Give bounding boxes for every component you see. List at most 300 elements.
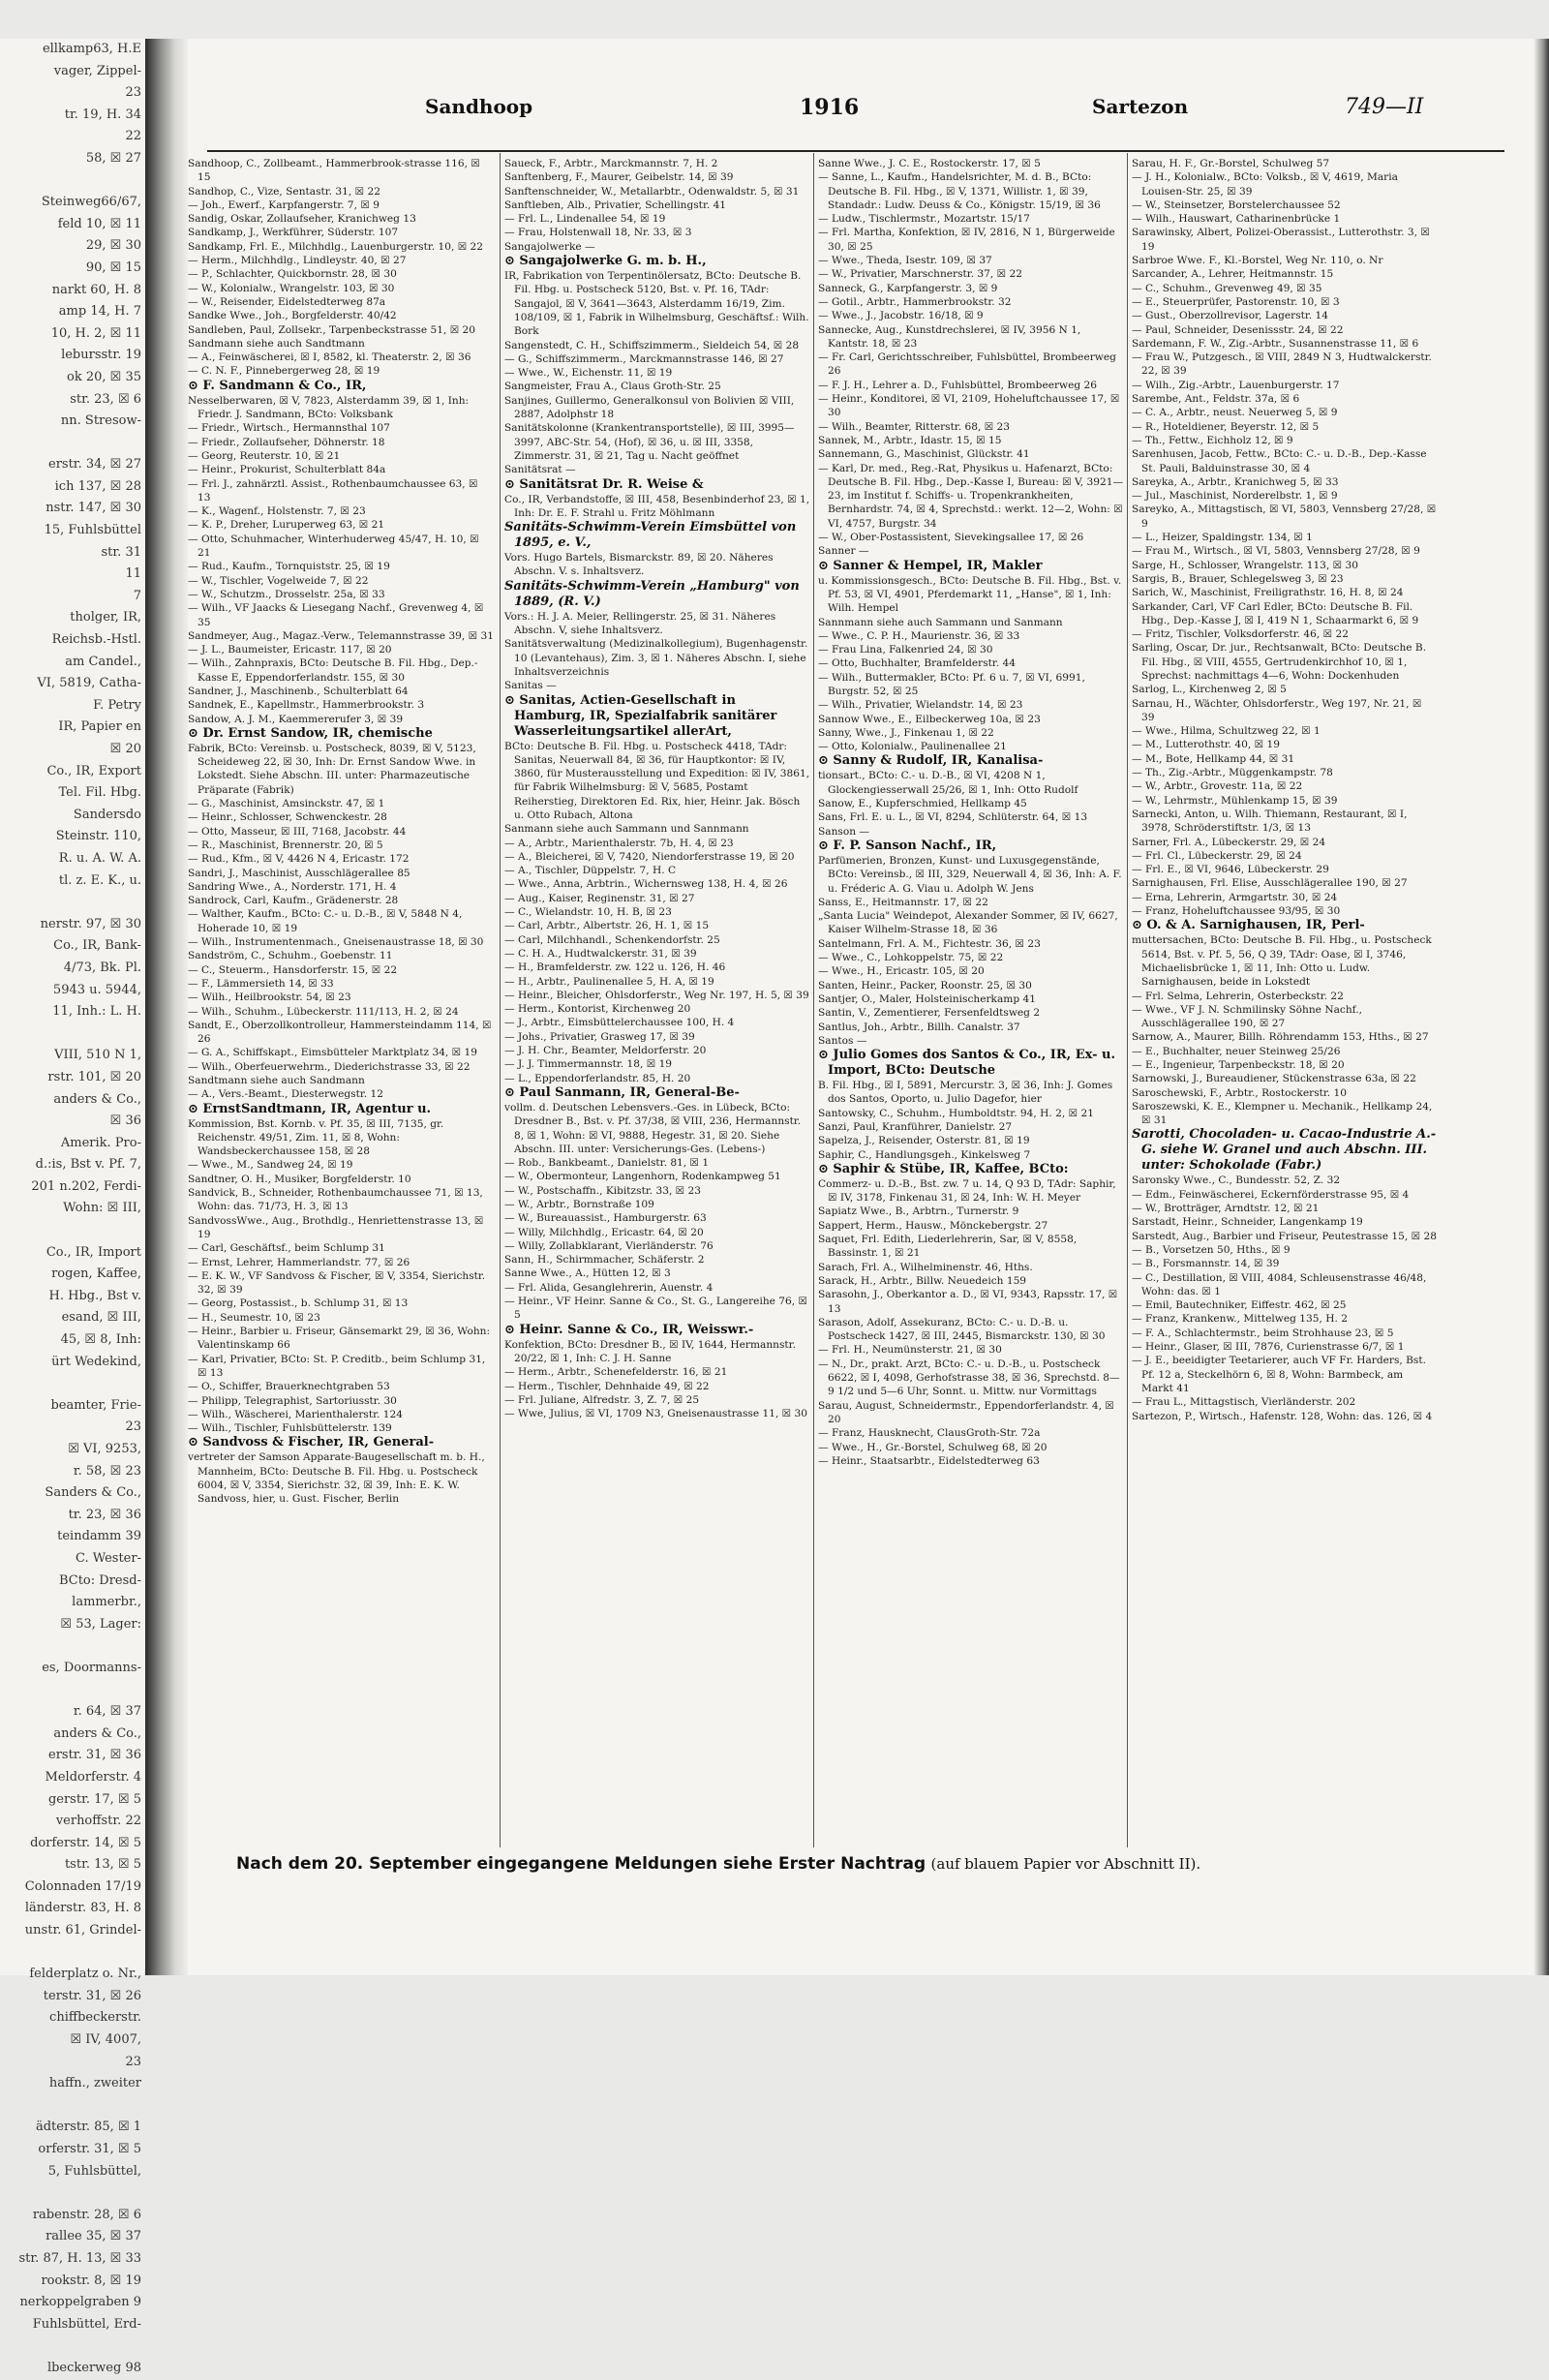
directory-entry: BCto: Deutsche B. Fil. Hbg. u. Postscheck 4418, TAdr: Sanitas, Neuerwall 84, ☒ 36, für Hauptkontor: ☒ IV, 3860, für Musterausstellung und Expedition: ☒ IV, 3861, für Fabrik Wilhelmsburg: ☒ V, 5685, Postamt Reiherstieg, Direktoren Ed. Rix, hier, Heinr. Jak. Bösch u. Otto Rubach, Altona: [504, 740, 810, 821]
column-2: [504, 157, 810, 1846]
directory-entry: — Franz, Krankenw., Mittelweg 135, H. 2: [1132, 1313, 1348, 1326]
facing-page-line: beamter, Frie-: [50, 1397, 141, 1413]
directory-entry: Sarau, August, Schneidermstr., Eppendorferlandstr. 4, ☒ 20: [818, 1399, 1114, 1425]
facing-page-line: [0, 1942, 145, 1965]
directory-entry: — Frl. E., ☒ VI, 9646, Lübeckerstr. 29: [1132, 864, 1329, 876]
firm-listing: ⊙ Sanny & Rudolf, IR, Kanalisa-: [818, 753, 1044, 769]
directory-entry: — Wwe., VF J. N. Schmilinsky Söhne Nachf., Ausschlägerallee 190, ☒ 27: [1132, 1003, 1362, 1030]
directory-entry: Sarawinsky, Albert, Polizei-Oberassist., Lutterothstr. 3, ☒ 19: [1132, 227, 1430, 253]
directory-entry: — N., Dr., prakt. Arzt, BCto: C.- u. D.-B., u. Postscheck 6622, ☒ I, 4098, Gerhofstrasse 38, ☒ 36, Sprechstd. 8—9 1/2 und 5—6 Uhr, Sonnt. u. Mittw. nur Vormittags: [818, 1358, 1120, 1398]
directory-entry: Sanitätsrat —: [504, 464, 576, 476]
directory-entry: Sannmann siehe auch Sammann und Sanmann: [818, 616, 1063, 628]
directory-entry: — Frl. Juliane, Alfredstr. 3, Z. 7, ☒ 25: [504, 1393, 700, 1406]
directory-entry: — E., Steuerprüfer, Pastorenstr. 10, ☒ 3: [1132, 295, 1340, 308]
directory-entry: — Emil, Bautechniker, Eiffestr. 462, ☒ 25: [1132, 1299, 1347, 1312]
notice-note: (auf blauem Papier vor Abschnitt II).: [930, 1855, 1201, 1873]
facing-page-line: teindamm 39: [57, 1529, 141, 1544]
directory-entry: Sarnecki, Anton, u. Wilh. Thiemann, Restaurant, ☒ I, 3978, Schröderstiftstr. 1/3, ☒ 13: [1132, 808, 1408, 835]
directory-entry: — C., Steuerm., Hansdorferstr. 15, ☒ 22: [188, 963, 398, 976]
directory-entry: — Wilh., Buttermakler, BCto: Pf. 6 u. 7, ☒ VI, 6991, Burgstr. 52, ☒ 25: [818, 671, 1085, 697]
facing-page-line: erstr. 31, ☒ 36: [48, 1748, 141, 1763]
directory-entry: — E. K. W., VF Sandvoss & Fischer, ☒ V, 3354, Sierichstr. 32, ☒ 39: [188, 1269, 486, 1297]
directory-entry: Santelmann, Frl. A. M., Fichtestr. 36, ☒ 23: [818, 937, 1041, 950]
facing-page-line: R. u. A. W. A.: [58, 850, 141, 866]
facing-page-line: ☒ 53, Lager:: [60, 1616, 141, 1632]
directory-entry: Saphir, C., Handlungsgeh., Kinkelsweg 7: [818, 1148, 1031, 1161]
facing-page-line: 29, ☒ 30: [85, 238, 141, 254]
directory-entry: — F., Lämmersieth 14, ☒ 33: [188, 977, 334, 990]
directory-entry: — Wwe., C. P. H., Maurienstr. 36, ☒ 33: [818, 629, 1020, 642]
facing-page-line: Meldorferstr. 4: [45, 1769, 141, 1785]
facing-page-line: IR, Papier en: [58, 719, 141, 735]
facing-page-line: ich 137, ☒ 28: [54, 478, 141, 494]
facing-page-line: [0, 433, 145, 455]
directory-entry: Saroschewski, F., Arbtr., Rostockerstr. 10: [1132, 1086, 1348, 1099]
directory-entry: — J. E., beeidigter Teetarierer, auch VF Fr. Harders, Bst. Pf. 12 a, Steckelhörn 6, ☒ 8, Wohn: Barmbeck, am Markt 41: [1132, 1355, 1426, 1394]
directory-entry: — Friedr., Zollaufseher, Döhnerstr. 18: [188, 436, 385, 448]
directory-entry: Sanneck, G., Karpfangerstr. 3, ☒ 9: [818, 282, 998, 294]
directory-entry: — Friedr., Wirtsch., Hermannsthal 107: [188, 422, 390, 435]
facing-page-line: felderplatz o. Nr.,: [29, 1967, 141, 1982]
facing-page-line: haffn., zweiter: [48, 2076, 141, 2091]
directory-entry: Sanjines, Guillermo, Generalkonsul von Bolivien ☒ VIII, 2887, Adolphstr 18: [504, 394, 795, 421]
directory-entry: — Heinr., VF Heinr. Sanne & Co., St. G., Langereihe 76, ☒ 5: [504, 1296, 808, 1322]
directory-entry: Sanny, Wwe., J., Finkenau 1, ☒ 22: [818, 726, 994, 739]
directory-entry: — Frl. Martha, Konfektion, ☒ IV, 2816, N 1, Bürgerweide 30, ☒ 25: [818, 227, 1115, 253]
directory-entry: muttersachen, BCto: Deutsche B. Fil. Hbg., u. Postscheck 5614, Bst. v. Pf. 5, 56, Q 39, TAdr: Oase, ☒ I, 3746, Michaelisbrücke 1, ☒ 11, Inh: Otto u. Ludw. Sarnighausen, beide in Lokstedt: [1132, 934, 1432, 989]
directory-entry: — Philipp, Telegraphist, Sartoriusstr. 30: [188, 1394, 397, 1407]
directory-entry: — H., Bramfelderstr. zw. 122 u. 126, H. 46: [504, 961, 726, 974]
directory-entry: — J. J. Timmermannstr. 18, ☒ 19: [504, 1058, 673, 1071]
directory-entry: Sandmeyer, Aug., Magaz.-Verw., Telemannstrasse 39, ☒ 31: [188, 629, 494, 642]
directory-entry: Sandke Wwe., Joh., Borgfelderstr. 40/42: [188, 310, 397, 322]
directory-entry: — L., Heizer, Spaldingstr. 134, ☒ 1: [1132, 532, 1313, 544]
facing-page-line: nerstr. 97, ☒ 30: [40, 916, 141, 931]
directory-entry: — C. A., Arbtr., neust. Neuerweg 5, ☒ 9: [1132, 407, 1338, 419]
directory-entry: — Wilh., Zig.-Arbtr., Lauenburgerstr. 17: [1132, 379, 1340, 391]
facing-page-line: Co., IR, Bank-: [53, 938, 141, 954]
directory-entry: — Herm., Arbtr., Schenefelderstr. 16, ☒ 21: [504, 1366, 728, 1379]
facing-page-line: r. 58, ☒ 23: [73, 1463, 141, 1479]
firm-listing: Sarotti, Chocoladen- u. Cacao-Industrie A.-G. siehe W. Granel und auch Abschn. III. unter: Schokolade (Fabr.): [1132, 1127, 1437, 1174]
facing-page-line: 7: [133, 588, 141, 603]
directory-entry: Commerz- u. D.-B., Bst. zw. 7 u. 14, Q 93 D, TAdr: Saphir, ☒ IV, 3178, Finkenau 31, ☒ 24, Inh: W. H. Meyer: [818, 1177, 1116, 1205]
directory-entry: — E., Buchhalter, neuer Steinweg 25/26: [1132, 1045, 1341, 1057]
directory-entry: — Georg, Reuterstr. 10, ☒ 21: [188, 449, 341, 462]
header-first-entry: Sandhoop: [425, 95, 533, 118]
directory-entry: — Frau W., Putzgesch., ☒ VIII, 2849 N 3, Hudtwalckerstr. 22, ☒ 39: [1132, 351, 1432, 378]
directory-entry: vollm. d. Deutschen Lebensvers.-Ges. in Lübeck, BCto: Dresdner B., Bst. v. Pf. 37/38, ☒ VIII, 236, Hermannstr. 8, ☒ 1, Wohn: ☒ VI, 9888, Hegestr. 31, ☒ 20. Siehe Abschn. III. unter: Versicherungs-Ges. (Lebens-): [504, 1101, 802, 1155]
facing-page-line: nn. Stresow-: [60, 413, 141, 429]
directory-entry: Sandkamp, J., Werkführer, Süderstr. 107: [188, 227, 399, 239]
facing-page-line: [0, 2182, 145, 2205]
directory-entry: Sarling, Oscar, Dr. jur., Rechtsanwalt, BCto: Deutsche B. Fil. Hbg., ☒ VIII, 4555, Gertrudenkirchhof 10, ☒ 1, Sprechst: nachmittags 4—6, Wohn: Dockenhuden: [1132, 642, 1427, 682]
directory-entry: Sannecke, Aug., Kunstdrechslerei, ☒ IV, 3956 N 1, Kantstr. 18, ☒ 23: [818, 323, 1081, 350]
directory-entry: Sarenhusen, Jacob, Fettw., BCto: C.- u. D.-B., Dep.-Kasse St. Pauli, Balduinstrasse 30, ☒ 4: [1132, 448, 1427, 474]
facing-page-line: VI, 5819, Catha-: [37, 676, 141, 691]
facing-page-line: verhoffstr. 22: [55, 1814, 141, 1829]
directory-entry: — Frl. Selma, Lehrerin, Osterbeckstr. 22: [1132, 990, 1344, 1002]
facing-page-line: VIII, 510 N 1,: [54, 1048, 141, 1063]
directory-entry: Sanftleben, Alb., Privatier, Schellingstr. 41: [504, 198, 727, 211]
directory-entry: — Th., Fettw., Eichholz 12, ☒ 9: [1132, 434, 1293, 446]
directory-entry: — Wilh., Oberfeuerwehrm., Diederichstrasse 33, ☒ 22: [188, 1060, 471, 1073]
directory-entry: — Erna, Lehrerin, Armgartstr. 30, ☒ 24: [1132, 891, 1338, 903]
facing-page-line: rabenstr. 28, ☒ 6: [32, 2207, 141, 2222]
directory-entry: Sanne Wwe., A., Hütten 12, ☒ 3: [504, 1267, 671, 1280]
directory-entry: — B., Vorsetzen 50, Hths., ☒ 9: [1132, 1243, 1291, 1256]
directory-entry: — Otto, Kolonialw., Paulinenallee 21: [818, 741, 1007, 753]
column-3: [818, 157, 1124, 1846]
directory-entry: — Herm., Kontorist, Kirchenweg 20: [504, 1003, 691, 1016]
facing-page-line: 15, Fuhlsbüttel: [44, 523, 141, 538]
facing-page-line: F. Petry: [93, 697, 141, 713]
directory-entry: Sapiatz Wwe., B., Arbtrn., Turnerstr. 9: [818, 1205, 1019, 1218]
directory-entry: Sandmann siehe auch Sandtmann: [188, 337, 365, 350]
column-divider: [1127, 153, 1128, 1847]
directory-entry: — Wilh., Hauswart, Catharinenbrücke 1: [1132, 213, 1341, 226]
directory-entry: — Wilh., Privatier, Wielandstr. 14, ☒ 23: [818, 699, 1023, 712]
running-header: [207, 95, 1504, 134]
firm-listing: Sanitäts-Schwimm-Verein Eimsbüttel von 1895, e. V.,: [504, 520, 797, 551]
directory-entry: — Willy, Milchhdlg., Ericastr. 64, ☒ 20: [504, 1226, 704, 1238]
directory-entry: — Frau, Holstenwall 18, Nr. 33, ☒ 3: [504, 227, 692, 239]
facing-page-line: Wohn: ☒ III,: [63, 1201, 141, 1216]
column-divider: [500, 153, 501, 1847]
directory-entry: Sarnighausen, Frl. Elise, Ausschlägerallee 190, ☒ 27: [1132, 877, 1408, 890]
facing-page-fragment: [0, 39, 151, 2375]
directory-entry: — Fr. Carl, Gerichtsschreiber, Fuhlsbüttel, Brombeerweg 26: [818, 351, 1116, 378]
facing-page-line: tl. z. E. K., u.: [58, 872, 141, 888]
facing-page-line: rogen, Kaffee,: [51, 1266, 141, 1282]
directory-entry: — K., Wagenf., Holstenstr. 7, ☒ 23: [188, 505, 366, 518]
directory-entry: Sangmeister, Frau A., Claus Groth-Str. 25: [504, 381, 721, 393]
directory-entry: Sannemann, G., Maschinist, Glückstr. 41: [818, 448, 1030, 461]
facing-page-line: esand, ☒ III,: [61, 1310, 141, 1326]
directory-entry: Sanitätskolonne (Krankentransportstelle), ☒ III, 3995—3997, ABC-Str. 54, (Hof), ☒ 36, u. ☒ III, 3358, Zimmerstr. 31, ☒ 21, Tag u. Nacht geöffnet: [504, 422, 795, 462]
directory-entry: — L., Eppendorferlandstr. 85, H. 20: [504, 1072, 691, 1084]
supplement-notice: [236, 1854, 1495, 1874]
facing-page-line: 4/73, Bk. Pl.: [63, 960, 141, 975]
directory-entry: — Herm., Tischler, Dehnhaide 49, ☒ 22: [504, 1380, 710, 1392]
directory-entry: — Frl. Alida, Gesanglehrerin, Auenstr. 4: [504, 1281, 714, 1294]
column-divider: [813, 153, 814, 1847]
facing-page-line: rookstr. 8, ☒ 19: [41, 2273, 141, 2288]
directory-entry: — C. N. F., Pinnebergerweg 28, ☒ 19: [188, 365, 380, 378]
directory-entry: Sanftenschneider, W., Metallarbtr., Odenwaldstr. 5, ☒ 31: [504, 185, 800, 198]
directory-entry: — B., Forsmannstr. 14, ☒ 39: [1132, 1258, 1280, 1270]
directory-entry: Sangenstedt, C. H., Schiffszimmerm., Sieldeich 54, ☒ 28: [504, 339, 800, 351]
directory-entry: — J. H. Chr., Beamter, Meldorferstr. 20: [504, 1045, 707, 1057]
directory-entry: Sandkamp, Frl. E., Milchhdlg., Lauenburgerstr. 10, ☒ 22: [188, 240, 484, 253]
directory-entry: — Otto, Masseur, ☒ III, 7168, Jacobstr. 44: [188, 825, 407, 838]
facing-page-line: [0, 170, 145, 193]
directory-entry: Sarembe, Ant., Feldstr. 37a, ☒ 6: [1132, 393, 1300, 406]
directory-entry: — Wwe, Julius, ☒ VI, 1709 N3, Gneisenaustrasse 11, ☒ 30: [504, 1408, 808, 1420]
directory-entry: — A., Feinwäscherei, ☒ I, 8582, kl. Theaterstr. 2, ☒ 36: [188, 351, 471, 364]
facing-page-line: ädterstr. 85, ☒ 1: [35, 2120, 141, 2135]
facing-page-line: lbeckerweg 98: [46, 2360, 141, 2375]
facing-page-line: 23: [125, 2054, 141, 2069]
directory-entry: — Paul, Schneider, Desenissstr. 24, ☒ 22: [1132, 323, 1344, 336]
facing-page-line: 5, Fuhlsbüttel,: [47, 2163, 141, 2179]
directory-entry: — W., Lehrmstr., Mühlenkamp 15, ☒ 39: [1132, 794, 1338, 807]
firm-listing: ⊙ F. Sandmann & Co., IR,: [188, 378, 367, 393]
directory-entry: — W., Reisender, Eidelstedterweg 87a: [188, 295, 386, 308]
directory-entry: Santowsky, C., Schuhm., Humboldtstr. 94, H. 2, ☒ 21: [818, 1107, 1094, 1119]
directory-entry: — Franz, Hoheluftchaussee 93/95, ☒ 30: [1132, 905, 1341, 918]
facing-page-line: ok 20, ☒ 35: [67, 369, 141, 384]
directory-entry: Sarau, H. F., Gr.-Borstel, Schulweg 57: [1132, 158, 1330, 169]
directory-entry: Sarason, Adolf, Assekuranz, BCto: C.- u. D.-B. u. Postscheck 1427, ☒ III, 2445, Bismarckstr. 130, ☒ 30: [818, 1316, 1106, 1343]
directory-entry: Sandner, J., Maschinenb., Schulterblatt 64: [188, 685, 409, 697]
directory-entry: — G. A., Schiffskapt., Eimsbütteler Marktplatz 34, ☒ 19: [188, 1047, 478, 1059]
firm-listing: ⊙ Sanitas, Actien-Gesellschaft in Hamburg, IR, Spezialfabrik sanitärer Wasserleitungsartikel allerArt,: [504, 692, 777, 739]
facing-page-line: anders & Co.,: [53, 1091, 141, 1107]
directory-entry: — Franz, Hausknecht, ClausGroth-Str. 72a: [818, 1427, 1041, 1440]
firm-listing: ⊙ Saphir & Stübe, IR, Kaffee, BCto:: [818, 1161, 1069, 1176]
directory-entry: — Heinr., Schlosser, Schwenckestr. 28: [188, 811, 387, 824]
directory-entry: — Rud., Kfm., ☒ V, 4426 N 4, Ericastr. 172: [188, 853, 410, 866]
directory-entry: — Gust., Oberzollrevisor, Lagerstr. 14: [1132, 310, 1329, 322]
directory-entry: Sarstedt, Aug., Barbier und Friseur, Peutestrasse 15, ☒ 28: [1132, 1230, 1437, 1242]
directory-entry: vertreter der Samson Apparate-Baugesellschaft m. b. H., Mannheim, BCto: Deutsche B. Fil. Hbg. u. Postscheck 6004, ☒ V, 3354, Sierichstr. 32, ☒ 39, Inh: E. K. W. Sandvoss, hier, u. Gust. Fischer, Berlin: [188, 1451, 485, 1506]
facing-page-line: BCto: Dresd-: [58, 1572, 141, 1588]
directory-entry: — Ernst, Lehrer, Hammerlandstr. 77, ☒ 26: [188, 1256, 410, 1268]
directory-entry: — J., Arbtr., Eimsbüttelerchaussee 100, H. 4: [504, 1017, 735, 1029]
facing-page-line: tstr. 13, ☒ 5: [64, 1857, 141, 1873]
directory-entry: — Ludw., Tischlermstr., Mozartstr. 15/17: [818, 213, 1030, 226]
directory-entry: Sarkander, Carl, VF Carl Edler, BCto: Deutsche B. Fil. Hbg., Dep.-Kasse J, ☒ I, 419 N 1, Schaarmarkt 6, ☒ 9: [1132, 600, 1419, 626]
facing-page-line: chiffbeckerstr.: [49, 2010, 141, 2026]
directory-entry: — Frau L., Mittagstisch, Vierländerstr. 202: [1132, 1396, 1356, 1409]
firm-listing: Sanitäts-Schwimm-Verein „Hamburg" von 1889, (R. V.): [504, 578, 800, 609]
directory-entry: — Wwe., W., Eichenstr. 11, ☒ 19: [504, 367, 673, 380]
directory-entry: — A., Tischler, Düppelstr. 7, H. C: [504, 865, 677, 877]
directory-entry: Sarnow, A., Maurer, Billh. Röhrendamm 153, Hths., ☒ 27: [1132, 1031, 1429, 1044]
book-gutter: [145, 39, 188, 1975]
facing-page-line: nstr. 147, ☒ 30: [46, 501, 141, 516]
directory-entry: — Fritz, Tischler, Volksdorferstr. 46, ☒ 22: [1132, 628, 1349, 641]
directory-entry: — W., Postschaffn., Kibitzstr. 33, ☒ 23: [504, 1184, 702, 1197]
directory-entry: — W., Arbtr., Grovestr. 11a, ☒ 22: [1132, 780, 1303, 793]
directory-entry: Vors. Hugo Bartels, Bismarckstr. 89, ☒ 20. Näheres Abschn. V. s. Inhaltsverz.: [504, 552, 774, 578]
directory-entry: Saueck, F., Arbtr., Marckmannstr. 7, H. 2: [504, 158, 718, 169]
directory-entry: — J. L., Baumeister, Ericastr. 117, ☒ 20: [188, 644, 392, 656]
directory-entry: — C., Wielandstr. 10, H. B, ☒ 23: [504, 906, 672, 919]
directory-entry: — J. H., Kolonialw., BCto: Volksb., ☒ V, 4619, Maria Louisen-Str. 25, ☒ 39: [1132, 171, 1398, 198]
directory-entry: — Wwe., H., Ericastr. 105, ☒ 20: [818, 965, 985, 978]
directory-entry: — Heinr., Bleicher, Ohlsdorferstr., Weg Nr. 197, H. 5, ☒ 39: [504, 989, 809, 1001]
directory-entry: B. Fil. Hbg., ☒ I, 5891, Mercurstr. 3, ☒ 36, Inh: J. Gomes dos Santos, Oporto, u. Julio Dagefor, hier: [818, 1080, 1113, 1106]
directory-entry: — Wilh., Heilbrookstr. 54, ☒ 23: [188, 992, 351, 1004]
directory-entry: — W., Arbtr., Bornstraße 109: [504, 1199, 654, 1210]
directory-entry: — Wilh., Zahnpraxis, BCto: Deutsche B. Fil. Hbg., Dep.-Kasse E, Eppendorferlandstr. 155, ☒ 30: [188, 657, 478, 684]
facing-page-line: feld 10, ☒ 11: [57, 216, 141, 231]
facing-page-line: 45, ☒ 8, Inh:: [60, 1332, 141, 1348]
facing-page-line: Colonnaden 17/19: [24, 1878, 141, 1894]
directory-entry: Santlus, Joh., Arbtr., Billh. Canalstr. 37: [818, 1021, 1020, 1033]
directory-entry: Sanne Wwe., J. C. E., Rostockerstr. 17, ☒ 5: [818, 158, 1041, 169]
directory-entry: IR, Fabrikation von Terpentinölersatz, BCto: Deutsche B. Fil. Hbg. u. Postscheck 5120, Bst. v. Pf. 16, TAdr: Sangajol, ☒ V, 3641—3643, Alsterdamm 16/19, Zim. 108/109, ☒ 1, Fabrik in Wilhelmsburg, Geschäftsf.: Wilh. Bork: [504, 270, 809, 338]
directory-entry: Sartezon, P., Wirtsch., Hafenstr. 128, Wohn: das. 126, ☒ 4: [1132, 1410, 1433, 1422]
directory-entry: — W., Bureauassist., Hamburgerstr. 63: [504, 1212, 707, 1225]
directory-entry: — Wwe., C., Lohkoppelstr. 75, ☒ 22: [818, 952, 1004, 964]
directory-entry: Santen, Heinr., Packer, Roonstr. 25, ☒ 30: [818, 979, 1032, 992]
facing-page-line: narkt 60, H. 8: [51, 282, 141, 297]
facing-page-line: terstr. 31, ☒ 26: [43, 1988, 141, 2003]
facing-page-line: rallee 35, ☒ 37: [46, 2229, 141, 2244]
facing-page-line: tr. 23, ☒ 36: [68, 1507, 141, 1522]
directory-entry: — Jul., Maschinist, Norderelbstr. 1, ☒ 9: [1132, 490, 1338, 503]
directory-entry: Sanss, E., Heitmannstr. 17, ☒ 22: [818, 896, 988, 908]
directory-entry: — A., Vers.-Beamt., Diesterwegstr. 12: [188, 1088, 383, 1101]
column-1: [188, 157, 494, 1846]
facing-page-line: Steinweg66/67,: [41, 195, 141, 210]
directory-entry: — Wilh., Beamter, Ritterstr. 68, ☒ 23: [818, 420, 1011, 433]
directory-entry: Sargis, B., Brauer, Schlegelsweg 3, ☒ 23: [1132, 572, 1344, 585]
facing-page-line: lebursstr. 19: [61, 348, 141, 363]
firm-listing: ⊙ Sandvoss & Fischer, IR, General-: [188, 1435, 435, 1450]
directory-entry: — Walther, Kaufm., BCto: C.- u. D.-B., ☒ V, 5848 N 4, Hoherade 10, ☒ 19: [188, 908, 463, 934]
directory-entry: — Heinr., Barbier u. Friseur, Gänsemarkt 29, ☒ 36, Wohn: Valentinskamp 66: [188, 1326, 491, 1352]
facing-page-line: [0, 1220, 145, 1242]
directory-entry: — Heinr., Glaser, ☒ III, 7876, Curienstrasse 6/7, ☒ 1: [1132, 1341, 1405, 1354]
facing-page-line: ☒ 20: [109, 742, 141, 756]
directory-entry: Vors.: H. J. A. Meier, Rellingerstr. 25, ☒ 31. Näheres Abschn. V, siehe Inhaltsverz.: [504, 610, 776, 637]
facing-page-line: gerstr. 17, ☒ 5: [47, 1791, 141, 1807]
firm-listing: ⊙ O. & A. Sarnighausen, IR, Perl-: [1132, 918, 1365, 933]
directory-entry: Sanow, E., Kupferschmied, Hellkamp 45: [818, 798, 1027, 810]
directory-entry: Sandt, E., Oberzollkontrolleur, Hammersteindamm 114, ☒ 26: [188, 1019, 492, 1046]
directory-entry: — G., Maschinist, Amsinckstr. 47, ☒ 1: [188, 798, 385, 810]
directory-entry: — Otto, Schuhmacher, Winterhuderweg 45/47, H. 10, ☒ 21: [188, 533, 479, 560]
facing-page-line: Sanders & Co.,: [45, 1485, 141, 1501]
directory-entry: Sareyka, A., Arbtr., Kranichweg 5, ☒ 33: [1132, 475, 1339, 488]
facing-page-line: [0, 2095, 145, 2118]
facing-page-line: Sandersdo: [73, 807, 141, 822]
facing-page-line: [0, 1635, 145, 1658]
facing-page-line: H. Hbg., Bst v.: [48, 1288, 141, 1303]
directory-entry: — Edm., Feinwäscherei, Eckernförderstrasse 95, ☒ 4: [1132, 1188, 1410, 1201]
directory-entry: — K. P., Dreher, Luruperweg 63, ☒ 21: [188, 519, 385, 532]
directory-entry: tionsart., BCto: C.- u. D.-B., ☒ VI, 4208 N 1, Glockengiesserwall 25/26, ☒ 1, Inh: Otto Rudolf: [818, 770, 1078, 796]
directory-entry: — Carl, Arbtr., Albertstr. 26, H. 1, ☒ 15: [504, 920, 710, 932]
facing-page-line: länderstr. 83, H. 8: [24, 1901, 141, 1916]
facing-page-line: ellkamp63, H.E: [42, 42, 141, 56]
notice-text: Nach dem 20. September eingegangene Meldungen siehe Erster Nachtrag: [236, 1854, 926, 1874]
directory-entry: Sandhoop, C., Zollbeamt., Hammerbrook-strasse 116, ☒ 15: [188, 158, 480, 184]
header-year: 1916: [800, 95, 860, 120]
facing-page-line: r. 64, ☒ 37: [73, 1704, 141, 1720]
directory-entry: Sanmann siehe auch Sammann und Sannmann: [504, 823, 749, 836]
directory-entry: — Wwe., Hilma, Schultzweg 22, ☒ 1: [1132, 725, 1321, 738]
directory-entry: — W., Tischler, Vogelweide 7, ☒ 22: [188, 574, 369, 587]
header-last-entry: Sartezon: [1092, 95, 1189, 118]
directory-entry: — Wwe., M., Sandweg 24, ☒ 19: [188, 1159, 353, 1172]
directory-entry: Co., IR, Verbandstoffe, ☒ III, 458, Besenbinderhof 23, ☒ 1, Inh: Dr. E. F. Strahl u. Fritz Möhlmann: [504, 493, 810, 519]
directory-entry: Sann, H., Schirmmacher, Schäferstr. 2: [504, 1254, 705, 1266]
directory-entry: Santjer, O., Maler, Holsteinischerkamp 41: [818, 992, 1036, 1005]
directory-entry: — Karl, Privatier, BCto: St. P. Creditb., beim Schlump 31, ☒ 13: [188, 1353, 486, 1379]
directory-entry: — W., Kolonialw., Wrangelstr. 103, ☒ 30: [188, 282, 395, 294]
directory-entry: Sarstadt, Heinr., Schneider, Langenkamp 19: [1132, 1216, 1363, 1229]
directory-entry: — Wilh., Schuhm., Lübeckerstr. 111/113, H. 2, ☒ 24: [188, 1005, 459, 1018]
facing-page-line: dorferstr. 14, ☒ 5: [30, 1835, 141, 1850]
directory-entry: Saroszewski, K. E., Klempner u. Mechanik., Hellkamp 24, ☒ 31: [1132, 1100, 1433, 1127]
directory-entry: — Frl. Cl., Lübeckerstr. 29, ☒ 24: [1132, 849, 1302, 862]
facing-page-line: ürt Wedekind,: [51, 1354, 141, 1369]
directory-entry: Sappert, Herm., Hausw., Mönckebergstr. 27: [818, 1219, 1048, 1232]
directory-entry: — Th., Zig.-Arbtr., Müggenkampstr. 78: [1132, 767, 1333, 779]
directory-entry: — Heinr., Prokurist, Schulterblatt 84a: [188, 464, 386, 476]
directory-entry: Santin, V., Zementierer, Fersenfeldtsweg 2: [818, 1007, 1041, 1020]
facing-page-line: Co., IR, Import: [46, 1244, 141, 1260]
directory-entry: — Aug., Kaiser, Reginenstr. 31, ☒ 27: [504, 892, 695, 904]
directory-entry: — Sanne, L., Kaufm., Handelsrichter, M. d. B., BCto: Deutsche B. Fil. Hbg., ☒ V, 1371, Willistr. 1, ☒ 39, Standadr.: Ludw. Deuss & Co., Königstr. 15/19, ☒ 36: [818, 171, 1101, 211]
directory-entry: Konfektion, BCto: Dresdner B., ☒ IV, 1644, Hermannstr. 20/22, ☒ 1, Inh: C. J. H. Sanne: [504, 1338, 796, 1364]
directory-entry: — W., Obermonteur, Langenhorn, Rodenkampweg 51: [504, 1171, 781, 1183]
directory-entry: Sarach, Frl. A., Wilhelminenstr. 46, Hths.: [818, 1261, 1033, 1273]
directory-entry: Sandrock, Carl, Kaufm., Grädenerstr. 28: [188, 895, 399, 907]
directory-entry: Santos —: [818, 1034, 867, 1047]
directory-entry: Sanner —: [818, 545, 869, 558]
directory-entry: Sannek, M., Arbtr., Idastr. 15, ☒ 15: [818, 434, 1002, 446]
directory-entry: — Heinr., Staatsarbtr., Eidelstedterweg 63: [818, 1454, 1040, 1467]
directory-entry: Sarbroe Wwe. F., Kl.-Borstel, Weg Nr. 110, o. Nr: [1132, 255, 1383, 267]
directory-entry: — Wwe., Theda, Isestr. 109, ☒ 37: [818, 255, 992, 267]
directory-entry: — Wwe., J., Jacobstr. 16/18, ☒ 9: [818, 310, 984, 322]
directory-entry: — G., Schiffszimmerm., Marckmannstrasse 146, ☒ 27: [504, 352, 784, 365]
directory-entry: „Santa Lucia" Weindepot, Alexander Sommer, ☒ IV, 6627, Kaiser Wilhelm-Strasse 18, ☒ 36: [818, 910, 1118, 936]
facing-page-line: Amerik. Pro-: [60, 1135, 141, 1150]
directory-entry: — Carl, Milchhandl., Schenkendorfstr. 25: [504, 933, 720, 946]
directory-entry: — R., Hoteldiener, Beyerstr. 12, ☒ 5: [1132, 420, 1320, 433]
directory-entry: Nesselberwaren, ☒ V, 7823, Alsterdamm 39, ☒ 1, Inh: Friedr. J. Sandmann, BCto: Volksbank: [188, 394, 470, 421]
directory-entry: Sarge, H., Schlosser, Wrangelstr. 113, ☒ 30: [1132, 559, 1359, 571]
directory-entry: — Wilh., Instrumentenmach., Gneisenaustrasse 18, ☒ 30: [188, 936, 484, 949]
directory-entry: Sarnowski, J., Bureaudiener, Stückenstrasse 63a, ☒ 22: [1132, 1073, 1416, 1085]
facing-page-line: [0, 1023, 145, 1046]
directory-entry: — Frl. J., zahnärztl. Assist., Rothenbaumchaussee 63, ☒ 13: [188, 477, 478, 503]
directory-entry: Sandow, A. J. M., Kaemmererufer 3, ☒ 39: [188, 713, 404, 725]
directory-entry: — A., Arbtr., Marienthalerstr. 7b, H. 4, ☒ 23: [504, 837, 734, 849]
facing-page-line: am Candel.,: [65, 654, 141, 669]
directory-entry: SandvossWwe., Aug., Brothdlg., Henriettenstrasse 13, ☒ 19: [188, 1214, 484, 1240]
directory-entry: — Otto, Buchhalter, Bramfelderstr. 44: [818, 657, 1017, 670]
directory-entry: Sareyko, A., Mittagstisch, ☒ VI, 5803, Vennsberg 27/28, ☒ 9: [1132, 503, 1437, 530]
facing-page-line: str. 31: [101, 544, 141, 560]
facing-page-line: str. 87, H. 13, ☒ 33: [18, 2250, 141, 2266]
header-rule: [207, 150, 1504, 152]
directory-entry: Parfümerien, Bronzen, Kunst- und Luxusgegenstände, BCto: Vereinsb., ☒ III, 329, Neuerwall 4, ☒ 36, Inh: A. F. u. Fréderic A. G. Viau u. Adolph W. Jens: [818, 854, 1122, 895]
facing-page-line: str. 23, ☒ 6: [70, 391, 141, 407]
firm-listing: ⊙ Sangajolwerke G. m. b. H.,: [504, 254, 707, 269]
facing-page-line: Tel. Fil. Hbg.: [58, 785, 141, 801]
firm-listing: ⊙ F. P. Sanson Nachf., IR,: [818, 838, 997, 853]
directory-entry: Sarasohn, J., Oberkantor a. D., ☒ VI, 9343, Rapsstr. 17, ☒ 13: [818, 1289, 1118, 1315]
facing-page-line: 5943 u. 5944,: [52, 982, 141, 997]
facing-page-line: ☒ IV, 4007,: [70, 2032, 141, 2048]
directory-entry: — M., Lutterothstr. 40, ☒ 19: [1132, 739, 1280, 751]
directory-entry: Sandri, J., Maschinist, Ausschlägerallee 85: [188, 867, 410, 879]
directory-entry: Sapelza, J., Reisender, Osterstr. 81, ☒ 19: [818, 1135, 1030, 1147]
facing-page-line: 201 n.202, Ferdi-: [31, 1178, 141, 1194]
directory-entry: — Frl. L., Lindenallee 54, ☒ 19: [504, 213, 666, 226]
directory-entry: — Rob., Bankbeamt., Danielstr. 81, ☒ 1: [504, 1157, 710, 1170]
directory-entry: Sarcander, A., Lehrer, Heitmannstr. 15: [1132, 268, 1334, 281]
directory-entry: Sandring Wwe., A., Norderstr. 171, H. 4: [188, 880, 397, 893]
